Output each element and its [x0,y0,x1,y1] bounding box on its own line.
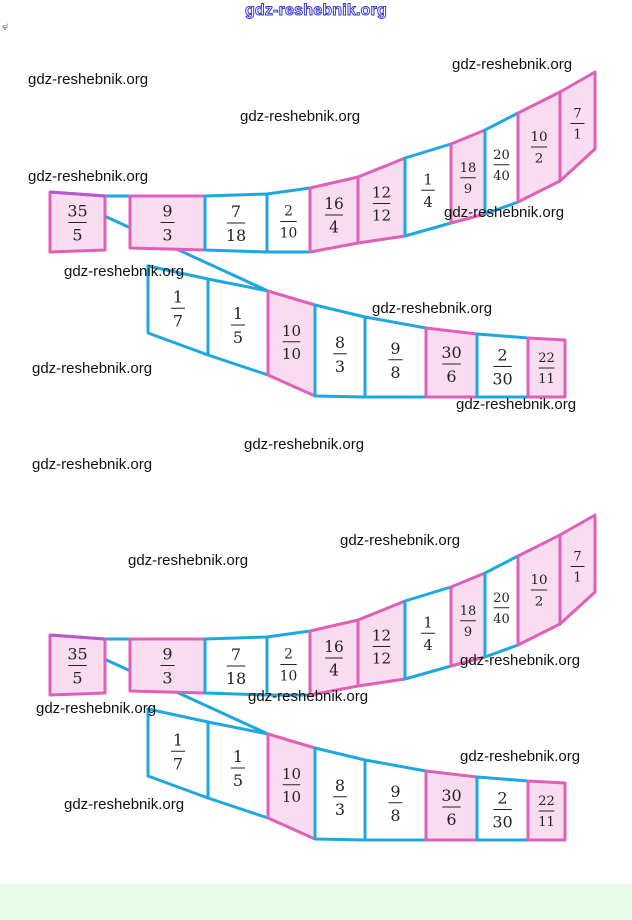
fraction-numerator: 10 [530,130,548,145]
fraction-numerator: 35 [67,644,88,664]
fraction-denominator: 11 [538,372,555,387]
fraction-numerator: 2 [284,203,293,220]
fraction-numerator: 7 [230,645,242,664]
fraction-numerator: 8 [334,332,346,352]
watermark: gdz-reshebnik.org [444,204,565,221]
watermark: gdz-reshebnik.org [460,748,581,765]
fraction-denominator: 1 [573,127,582,143]
fraction-denominator: 18 [225,669,247,688]
fraction-numerator: 18 [459,603,477,619]
fraction-numerator: 16 [324,638,344,656]
watermark: gdz-reshebnik.org [456,396,577,413]
watermark: gdz-reshebnik.org [248,688,369,705]
fraction-denominator: 18 [225,226,247,245]
upper-row-cell [485,556,518,657]
fraction-numerator: 1 [172,287,184,307]
fraction-numerator: 1 [423,614,433,632]
fraction-denominator: 10 [279,225,298,242]
fraction-numerator: 22 [538,351,555,366]
fraction-denominator: 9 [463,181,473,197]
fraction-denominator: 3 [334,799,346,819]
fraction-denominator: 40 [493,168,510,184]
fraction-numerator: 1 [232,747,244,766]
watermark: gdz-reshebnik.org [36,700,157,717]
fraction-denominator: 40 [493,611,510,627]
watermark: gdz-reshebnik.org [64,796,185,813]
lower-row-cell [268,291,315,396]
fraction-numerator: 9 [162,201,173,221]
fraction-numerator: 35 [67,201,88,221]
watermark: gdz-reshebnik.org [32,360,153,377]
watermark: gdz-reshebnik.org [372,300,493,317]
fraction-denominator: 6 [446,810,457,829]
fraction-denominator: 7 [172,311,184,331]
fraction-denominator: 5 [232,771,244,790]
fraction-numerator: 20 [493,590,510,606]
watermark: gdz-reshebnik.org [128,552,249,569]
upper-row-cell [267,188,310,252]
fraction-numerator: 7 [573,549,582,565]
fraction-numerator: 2 [284,646,293,663]
lower-row-cell [426,328,477,397]
bottom-strip [0,884,632,920]
fraction-numerator: 7 [230,202,242,221]
fraction-numerator: 12 [371,626,392,645]
fraction-numerator: 1 [172,730,184,750]
watermark: gdz-reshebnik.org [32,456,153,473]
fraction-denominator: 30 [492,369,513,389]
fraction-denominator: 4 [423,193,433,211]
fraction-numerator: 9 [162,644,173,664]
fraction-denominator: 10 [281,344,302,363]
fraction-numerator: 16 [324,195,344,213]
watermark: gdz-reshebnik.org [340,532,461,549]
watermark: gdz-reshebnik.org [452,56,573,73]
fraction-numerator: 7 [573,106,582,122]
lower-row-cell [268,734,315,839]
fraction-denominator: 30 [492,812,513,832]
fraction-denominator: 6 [446,367,457,386]
fraction-denominator: 8 [390,805,401,825]
fraction-denominator: 12 [371,206,392,225]
fraction-denominator: 11 [538,815,555,830]
lower-row-cell [208,722,268,818]
fraction-denominator: 3 [162,225,173,245]
fraction-numerator: 1 [423,171,433,189]
fraction-denominator: 2 [534,151,544,167]
watermark: gdz-reshebnik.org [28,71,149,88]
fraction-numerator: 9 [390,781,401,801]
watermark: gdz-reshebnik.org [64,263,185,280]
corner-mark: ಳ [2,20,8,33]
fraction-denominator: 9 [463,624,473,640]
upper-row-cell [560,515,595,624]
fraction-denominator: 7 [172,754,184,774]
fraction-denominator: 4 [423,636,433,654]
fraction-numerator: 1 [232,304,244,323]
watermark: gdz-reshebnik.org [28,168,149,185]
fraction-denominator: 5 [72,668,83,688]
fraction-numerator: 18 [459,160,477,176]
fraction-numerator: 30 [441,343,462,362]
fraction-numerator: 10 [530,573,548,588]
fraction-numerator: 10 [281,764,302,783]
fraction-numerator: 2 [497,788,508,808]
fraction-denominator: 2 [534,594,544,610]
lower-row-cell [208,279,268,375]
fraction-denominator: 3 [334,356,346,376]
fraction-numerator: 2 [497,345,508,365]
fraction-denominator: 12 [371,649,392,668]
fraction-numerator: 12 [371,183,392,202]
upper-row-cell [485,113,518,214]
watermark: gdz-reshebnik.org [240,108,361,125]
fraction-numerator: 8 [334,775,346,795]
fraction-numerator: 10 [281,321,302,340]
fraction-denominator: 4 [329,661,339,680]
lower-row-cell [426,771,477,840]
upper-row-cell [267,631,310,695]
fraction-denominator: 5 [232,328,244,347]
fraction-denominator: 4 [329,218,339,237]
fraction-denominator: 5 [72,225,83,245]
header-watermark: gdz-reshebnik.org [244,2,388,19]
watermark: gdz-reshebnik.org [460,652,581,669]
watermark: gdz-reshebnik.org [244,436,365,453]
upper-row-cell [560,72,595,181]
fraction-denominator: 1 [573,570,582,586]
fraction-denominator: 10 [279,668,298,685]
fraction-denominator: 3 [162,668,173,688]
fraction-denominator: 8 [390,362,401,382]
fraction-numerator: 9 [390,338,401,358]
fraction-numerator: 20 [493,147,510,163]
fraction-denominator: 10 [281,787,302,806]
fraction-numerator: 30 [441,786,462,805]
fraction-numerator: 22 [538,794,555,809]
